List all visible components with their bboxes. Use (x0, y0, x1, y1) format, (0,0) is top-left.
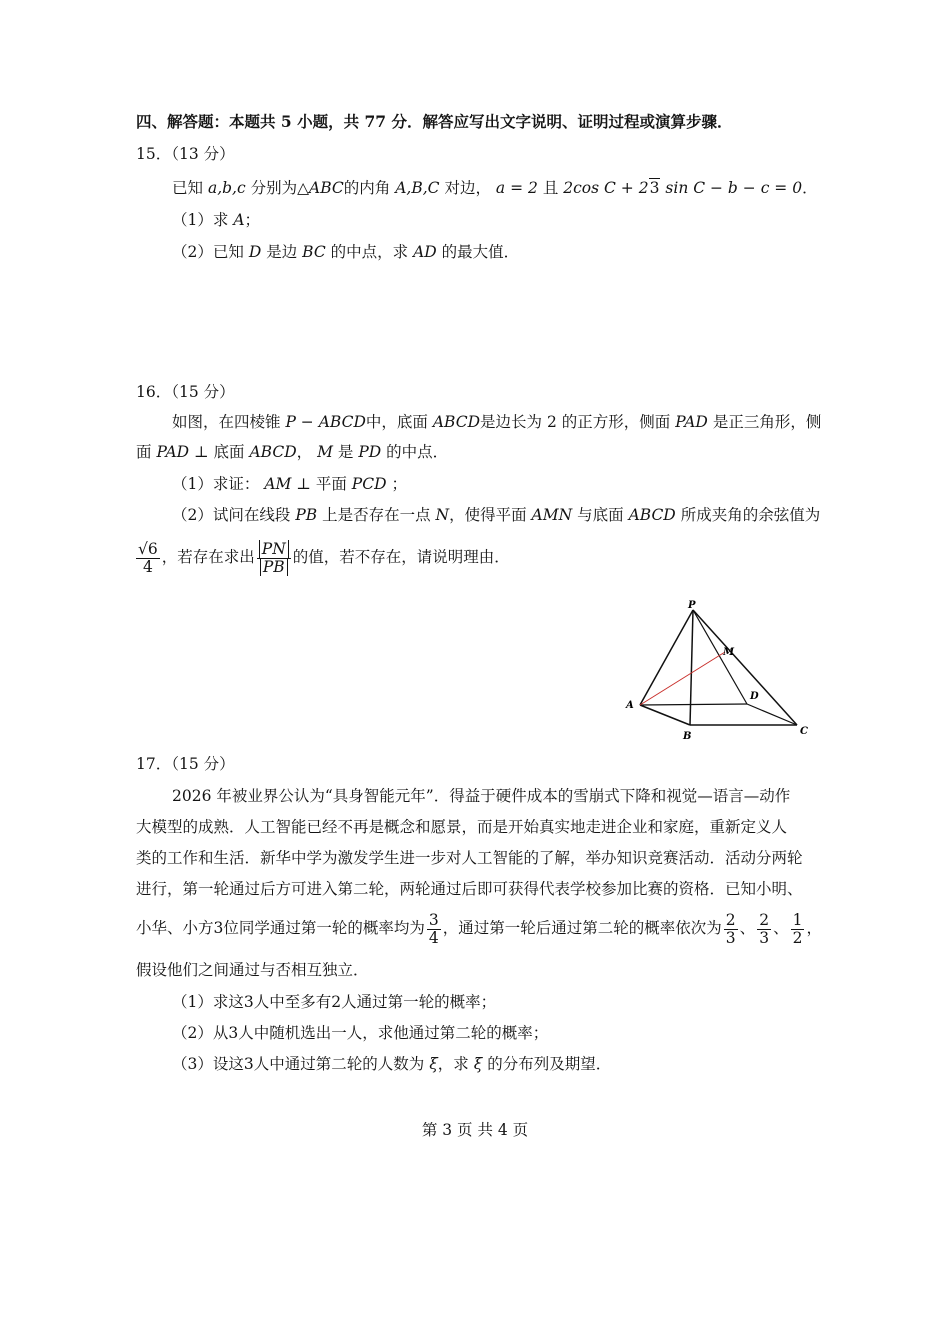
q17-header: 17．（15 分） (136, 755, 235, 773)
fraction-denominator: 4 (428, 928, 439, 947)
fraction-denominator: 4 (142, 557, 153, 576)
label-P: P (688, 600, 696, 611)
q17-part2-num: 3 (228, 1024, 239, 1042)
q15-stem-text: 对边， (444, 179, 491, 197)
edge-AD (640, 704, 747, 705)
label-B: B (683, 731, 692, 742)
ratio-denominator (257, 559, 291, 576)
q17-text: ，通过第一轮后通过第二轮的概率依次为 (442, 919, 722, 937)
q15-part2-label: （2）已知 (172, 243, 244, 261)
q16-part2-N: N (435, 506, 450, 524)
q15-part2-D: D (248, 243, 262, 261)
fraction-2-3 (724, 912, 738, 947)
q16-part2-text: ，使得平面 (449, 506, 527, 524)
q17-part1-text: 人中至多有 (253, 993, 332, 1011)
q16-part2-text: 的值，若不存在，请说明理由． (292, 548, 510, 566)
q17-text: 小华、小方 (136, 919, 214, 937)
fraction-numerator: 3 (428, 910, 439, 929)
abs-PN: PN (259, 540, 289, 558)
q16-part1-end: ； (391, 475, 407, 493)
q17-part1-num: 3 (243, 993, 254, 1011)
q15-header: 15．（13 分） (136, 145, 235, 163)
q17-text: 位同学通过第一轮的概率均为 (223, 919, 425, 937)
fraction-1-2 (791, 912, 805, 947)
q16-text: 如图，在四棱锥 (172, 413, 281, 431)
ratio-numerator (257, 541, 291, 559)
fraction-denominator: 3 (725, 928, 736, 947)
q15-stem-triangle: △ABC (297, 179, 344, 197)
q17-part2-text: （2）从 (172, 1024, 229, 1042)
q15-part2-text: 的中点，求 (330, 243, 409, 261)
q15-stem-angles: A,B,C (395, 179, 440, 197)
q16-stem-line2 (136, 440, 448, 464)
fraction-3-4 (427, 912, 441, 947)
q17-line1: 2026 年被业界公认为“具身智能元年”．得益于硬件成本的雪崩式下降和视觉—语言—动作 (172, 787, 791, 805)
q17-text: ， (806, 919, 822, 937)
q15-equation: sin C − b − c = 0 (665, 179, 803, 197)
fraction-numerator: √6 (138, 539, 158, 558)
abs-PB: PB (260, 558, 288, 576)
q16-ratio-fraction (257, 541, 291, 576)
fraction-denominator: 2 (792, 928, 803, 947)
q15-sqrt: 3 (649, 179, 660, 197)
q16-M: M (317, 443, 333, 461)
q16-part2-line2 (134, 538, 510, 576)
q17-part3-text: （3）设这 (172, 1055, 244, 1073)
edge-PB (690, 610, 693, 725)
edge-PC (693, 610, 797, 725)
q15-stem-text: 已知 (172, 179, 204, 197)
q16-text: 底面 (213, 443, 245, 461)
q16-part2-text: ，若存在求出 (161, 548, 255, 566)
q17-part2-text: 人中随机选出一人，求他通过第二轮的概率； (238, 1024, 549, 1042)
q16-part2-base: ABCD (628, 506, 676, 524)
q16-cos-fraction (136, 541, 160, 576)
segment-AM (640, 652, 725, 705)
q17-part3-text: ，求 (437, 1055, 469, 1073)
q17-part1-num: 2 (331, 993, 342, 1011)
q17-line2: 大模型的成熟．人工智能已经不再是概念和愿景，而是开始真实地走进企业和家庭，重新定义人 (136, 818, 788, 836)
q15-stem (172, 176, 818, 200)
q16-num: 2 (546, 413, 557, 431)
q15-stem-vars: a,b,c (207, 179, 246, 197)
q17-part3-num: 3 (243, 1055, 254, 1073)
q17-part3-text: 人中通过第二轮的人数为 (253, 1055, 425, 1073)
edge-PA (640, 610, 693, 705)
pyramid-figure (610, 595, 830, 745)
q15-stem-text: 且 (542, 179, 559, 197)
q16-header: 16．（15 分） (136, 383, 235, 401)
q17-xi: ξ (473, 1055, 483, 1073)
separator: 、 (739, 919, 756, 937)
q17-part3 (172, 1052, 611, 1076)
q15-part2-AD: AD (413, 243, 437, 261)
q16-text: 的正方形，侧面 (561, 413, 671, 431)
section-heading: 四、解答题：本题共 5 小题，共 77 分．解答应写出文字说明、证明过程或演算步骤． (136, 112, 733, 131)
q15-part1 (172, 208, 260, 232)
q16-stem-line1 (172, 410, 821, 434)
q15-stem-a: a = 2 (495, 179, 538, 197)
q17-part1-text: （1）求这 (172, 993, 244, 1011)
q16-pyramid: P − ABCD (285, 413, 366, 431)
q16-PD: PD (358, 443, 382, 461)
q16-part1-text: 平面 (315, 475, 347, 493)
q16-text: 是 (337, 443, 354, 461)
fraction-numerator: 2 (759, 910, 770, 929)
q17-part3-text: 的分布列及期望． (487, 1055, 612, 1073)
q16-text: 的中点． (386, 443, 449, 461)
label-D: D (750, 691, 759, 702)
fraction-numerator: 2 (725, 910, 736, 929)
q16-text: 中，底面 (365, 413, 428, 431)
q16-part1-label: （1）求证： (172, 475, 260, 493)
q16-text: ， (296, 443, 313, 461)
q16-text: 面 (136, 443, 152, 461)
q15-part2-text: 是边 (266, 243, 298, 261)
q16-part2-AMN: AMN (531, 506, 573, 524)
q17-num: 3 (213, 919, 224, 937)
q15-equation: 2cos C + 2 (563, 179, 649, 197)
q16-part1-am: AM ⊥ (264, 475, 311, 493)
fraction-2-3 (757, 912, 771, 947)
q16-part2-text: （2）试问在线段 (172, 506, 291, 524)
edge-AB (640, 705, 690, 725)
q16-part2-text: 所成夹角的余弦值为 (680, 506, 821, 524)
q16-part2-line1 (172, 503, 820, 527)
q16-text: 是边长为 (480, 413, 543, 431)
q16-text: 是正三角形，侧 (712, 413, 822, 431)
q17-xi: ξ (429, 1055, 438, 1073)
fraction-numerator: 1 (792, 910, 803, 929)
page-footer: 第 3 页 共 4 页 (421, 1121, 529, 1139)
fraction-denominator: 3 (759, 928, 770, 947)
q15-part2 (172, 240, 519, 264)
q17-line3: 类的工作和生活．新华中学为激发学生进一步对人工智能的了解，举办知识竞赛活动．活动分两轮 (136, 849, 803, 867)
q15-part1-end: ； (244, 211, 261, 229)
q16-part2-PB: PB (295, 506, 318, 524)
q16-pad: PAD ⊥ (156, 443, 209, 461)
q15-stem-text: 分别为 (250, 179, 298, 197)
q15-part1-label: （1）求 (172, 211, 229, 229)
q16-base: ABCD (249, 443, 297, 461)
q15-part2-BC: BC (302, 243, 326, 261)
q16-part1-pcd: PCD (351, 475, 387, 493)
q17-part2 (172, 1021, 548, 1045)
separator: 、 (773, 919, 789, 937)
edge-PD (693, 610, 747, 704)
q16-part2-text: 上是否存在一点 (322, 506, 431, 524)
q15-stem-text: 的内角 (343, 179, 391, 197)
q15-part2-end: 的最大值． (441, 243, 520, 261)
label-M: M (723, 647, 735, 658)
q17-line4: 进行，第一轮通过后方可进入第二轮，两轮通过后即可获得代表学校参加比赛的资格．已知小明、 (136, 880, 803, 898)
edge-DC (747, 704, 797, 725)
q17-part1 (172, 990, 496, 1014)
label-C: C (800, 726, 808, 737)
q17-line5 (136, 908, 822, 948)
q15-stem-text: ． (802, 179, 818, 197)
q16-part2-text: 与底面 (577, 506, 624, 524)
q16-part1 (172, 472, 407, 496)
q17-part1-text: 人通过第一轮的概率； (341, 993, 497, 1011)
q16-pad: PAD (675, 413, 708, 431)
q16-base: ABCD (432, 413, 481, 431)
label-A: A (626, 700, 634, 711)
q15-part1-var: A (233, 211, 245, 229)
q17-line6: 假设他们之间通过与否相互独立． (136, 961, 369, 979)
